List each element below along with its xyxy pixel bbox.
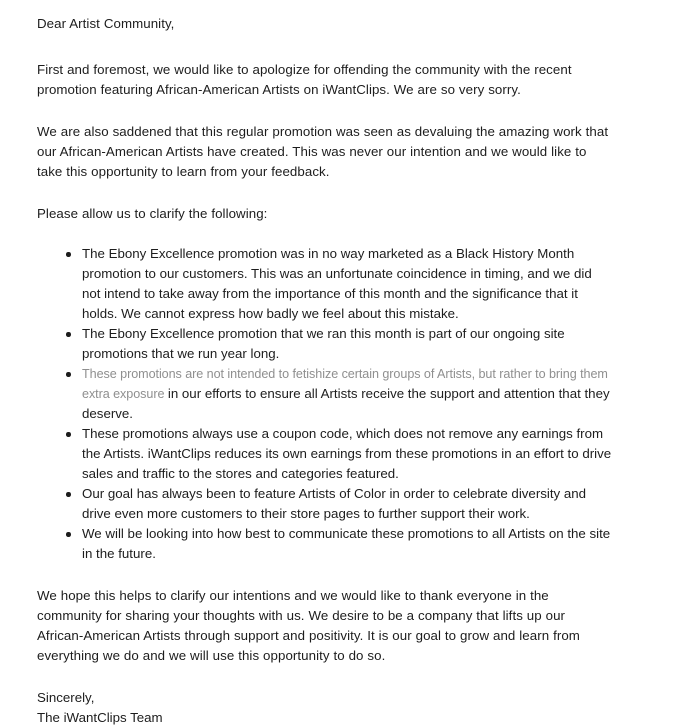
paragraph-apology: First and foremost, we would like to apologize for offending the community with the recent promotion featuring African-American Artists on iWantClips. We are so very sorry. — [37, 62, 572, 97]
list-item-muted-text: These promotions are not intended to fetishize certain groups of Artists, but rather to bring them extra exposure — [82, 367, 608, 401]
paragraph-closing: We hope this helps to clarify our intentions and we would like to thank everyone in the community for sharing your thoughts with us. We desire to be a company that lifts up our African-American Artists through support and positivity. It is our goal to grow and learn from everything we do and we will use this opportunity to do so. — [37, 588, 580, 663]
list-item — [37, 364, 613, 424]
list-item — [37, 244, 613, 324]
list-item — [37, 484, 613, 524]
spacer — [37, 182, 613, 204]
spacer — [37, 100, 613, 122]
list-item-text: The Ebony Excellence promotion that we ran this month is part of our ongoing site promotions that we run year long. — [82, 326, 565, 361]
spacer — [37, 34, 613, 60]
bullet-point-icon — [66, 372, 71, 377]
list-item-text: The Ebony Excellence promotion was in no way marketed as a Black History Month promotion to our customers. This was an unfortunate coincidence in timing, and we did not intend to take away from the importance of this month and the significance that it holds. We cannot express how badly we feel about this mistake. — [82, 246, 592, 321]
bullet-point-icon — [66, 532, 71, 537]
bullet-point-icon — [66, 432, 71, 437]
paragraph-saddened: We are also saddened that this regular promotion was seen as devaluing the amazing work that our African-American Artists have created. This was never our intention and we would like to take this opportunity to learn from your feedback. — [37, 124, 609, 179]
list-item — [37, 524, 613, 564]
bullet-point-icon — [66, 252, 71, 257]
spacer — [37, 224, 613, 244]
list-item-text: in our efforts to ensure all Artists receive the support and attention that they deserve. — [82, 386, 610, 421]
list-item — [37, 424, 613, 484]
salutation: Dear Artist Community, — [37, 16, 175, 31]
bullet-point-icon — [66, 492, 71, 497]
signoff-closing-word: Sincerely, — [37, 690, 95, 705]
list-item — [37, 324, 613, 364]
bullet-point-icon — [66, 332, 71, 337]
clarification-list — [37, 244, 613, 564]
list-item-text: Our goal has always been to feature Artists of Color in order to celebrate diversity and drive even more customers to their store pages to further support their work. — [82, 486, 587, 521]
list-item-text: We will be looking into how best to communicate these promotions to all Artists on the site in the future. — [82, 526, 611, 561]
spacer — [37, 666, 613, 688]
list-item-text: These promotions always use a coupon code, which does not remove any earnings from the Artists. iWantClips reduces its own earnings from these promotions in an effort to drive sales and traffic to the stores and categories featured. — [82, 426, 612, 481]
signoff-signature: The iWantClips Team — [37, 710, 163, 725]
spacer — [37, 564, 613, 586]
paragraph-clarify-intro: Please allow us to clarify the following: — [37, 206, 268, 221]
